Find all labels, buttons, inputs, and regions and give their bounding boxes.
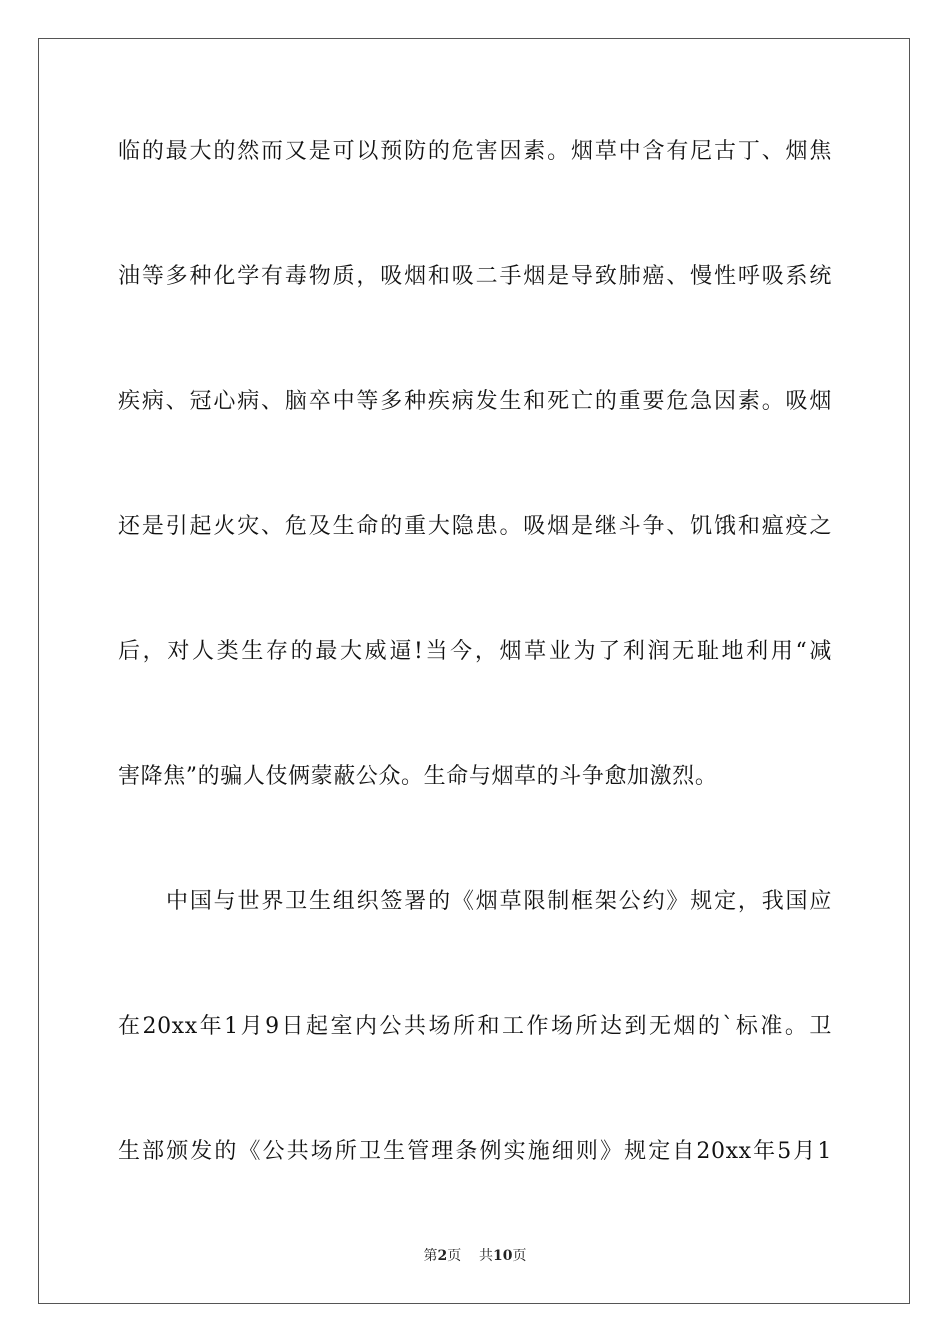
page-footer [0,1247,950,1265]
paragraph-line: 油等多种化学有毒物质，吸烟和吸二手烟是导致肺癌、慢性呼吸系统 [118,264,832,289]
paragraph-line: 中国与世界卫生组织签署的《烟草限制框架公约》规定，我国应 [166,889,832,914]
page-border [38,38,910,1304]
paragraph-line: 临的最大的然而又是可以预防的危害因素。烟草中含有尼古丁、烟焦 [118,139,832,164]
total-pages: 10 [493,1248,513,1264]
page-number-suffix: 页 [447,1248,462,1264]
paragraph-line: 疾病、冠心病、脑卒中等多种疾病发生和死亡的重要危急因素。吸烟 [118,389,832,414]
paragraph-line: 还是引起火灾、危及生命的重大隐患。吸烟是继斗争、饥饿和瘟疫之 [118,514,832,539]
paragraph-line: 在20xx年1月9日起室内公共场所和工作场所达到无烟的`标准。卫 [118,1014,832,1039]
page-number: 2 [437,1248,448,1264]
total-pages-suffix: 页 [512,1248,527,1264]
paragraph-line: 生部颁发的《公共场所卫生管理条例实施细则》规定自20xx年5月1 [118,1139,832,1164]
paragraph-line: 害降焦”的骗人伎俩蒙蔽公众。生命与烟草的斗争愈加激烈。 [118,764,718,789]
paragraph-line: 后，对人类生存的最大威逼!当今，烟草业为了利润无耻地利用“减 [118,639,832,664]
total-pages-prefix: 共 [479,1248,494,1264]
page-number-prefix: 第 [423,1248,438,1264]
